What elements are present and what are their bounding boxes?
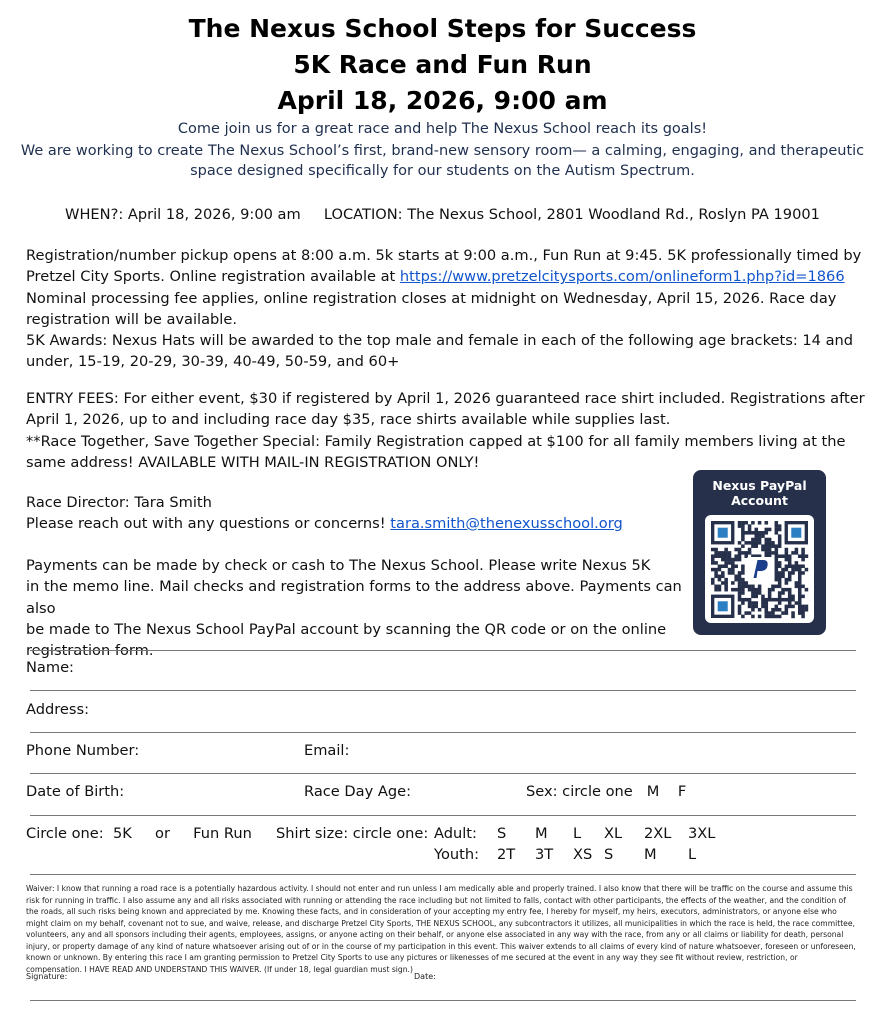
adult-size-2xl[interactable]: 2XL xyxy=(644,825,672,842)
intro-line-2: We are working to create The Nexus School’s first, brand-new sensory room— a calming, engaging, and therapeutic xyxy=(20,143,865,159)
shirt-size-label: Shirt size: circle one: xyxy=(276,825,429,842)
form-rule-name xyxy=(30,690,856,691)
adult-size-3xl[interactable]: 3XL xyxy=(688,825,716,842)
signature-label: Signature: xyxy=(26,972,68,981)
date-label: Date: xyxy=(414,972,436,981)
paypal-qr-card xyxy=(693,470,826,635)
event-choice[interactable]: Circle one: 5K or Fun Run xyxy=(26,825,252,842)
payments-line-3: be made to The Nexus School PayPal account by scanning the QR code or on the online xyxy=(26,620,667,638)
dob-label: Date of Birth: xyxy=(26,783,125,800)
event-title: The Nexus School Steps for Success xyxy=(188,14,697,43)
youth-size-s[interactable]: S xyxy=(604,846,614,863)
qr-code-graphic xyxy=(705,515,814,623)
when-location: WHEN?: April 18, 2026, 9:00 am LOCATION: The Nexus School, 2801 Woodland Rd., Roslyn PA 19001 xyxy=(65,206,820,223)
adult-label: Adult: xyxy=(434,825,477,842)
registration-info xyxy=(26,245,866,373)
intro-line-3: space designed specifically for our students on the Autism Spectrum. xyxy=(190,163,695,179)
registration-text: Registration/number pickup opens at 8:00 a.m. 5k starts at 9:00 a.m., Fun Run at 9:45. 5K professionally timed by Pretzel City Sports. Online registration available at xyxy=(26,247,862,286)
address-label: Address: xyxy=(26,701,90,718)
waiver-text: Waiver: I know that running a road race is a potentially hazardous activity. I should not enter and run unless I am medically able and properly trained. I also know that there will be traffic on the course and assume this risk for running in traffic. I also assume any and all risks associated with running or attending the race including but not limited to falls, contact with other participants, the effects of the weather, and the condition of the roads, all such risks being known and appreciated by me. Knowing these facts, and in consideration of your accepting my entry fee, I hereby for myself, my heirs, executors, administrators, or anyone else who might claim on my behalf, covenant not to sue, and waive, release, and discharge Pretzel City Sports, THE NEXUS SCHOOL, any subcontractors it utilizes, all municipalities in which the race is held, the race committee, volunteers, any and all sponsors including their agents, employees, assigns, or anyone acting on their behalf, or anyone else associated in any way with the race, from any or all claims or liability for death, personal injury, or property damage of any kind of nature whatsoever arising out of or in the course of my participation in this event. This waiver extends to all claims of every kind of nature whatsoever, foreseen or unforeseen, known or unknown. By entering this race I am granting permission to Pretzel City Sports to use any pictures or likenesses of me secured at the event in any way they see fit without review, restriction, or compensation. I HAVE READ AND UNDERSTAND THIS WAIVER. (If under 18, legal guardian must sign.) xyxy=(26,884,856,974)
youth-size-l[interactable]: L xyxy=(688,846,697,863)
qr-card-title xyxy=(693,478,826,508)
contact-line xyxy=(26,513,623,534)
payments-info xyxy=(26,555,696,661)
form-rule-phone xyxy=(30,773,856,774)
signature-rule xyxy=(30,1000,856,1001)
email-label: Email: xyxy=(304,742,350,759)
entry-fees-text: ENTRY FEES: For either event, $30 if registered by April 1, 2026 guaranteed race shirt included. Registrations after April 1, 2026, up to and including race day $35, race shirts available while supplies last. xyxy=(26,390,865,429)
race-director: Race Director: Tara Smith xyxy=(26,494,212,511)
event-subtitle: 5K Race and Fun Run xyxy=(293,50,592,79)
awards-text: 5K Awards: Nexus Hats will be awarded to the top male and female in each of the following age brackets: 14 and under, 15-19, 20-29, 30-39, 40-49, 50-59, and 60+ xyxy=(26,332,854,371)
youth-size-m[interactable]: M xyxy=(644,846,657,863)
form-rule-address xyxy=(30,732,856,733)
form-rule-dob xyxy=(30,815,856,816)
payments-line-1: Payments can be made by check or cash to The Nexus School. Please write Nexus 5K xyxy=(26,557,651,574)
registration-link[interactable]: https://www.pretzelcitysports.com/onlineform1.php?id=1866 xyxy=(399,268,845,286)
youth-size-3t[interactable]: 3T xyxy=(535,846,554,863)
phone-label: Phone Number: xyxy=(26,742,140,759)
name-label: Name: xyxy=(26,659,74,676)
intro-line-1: Come join us for a great race and help The Nexus School reach its goals! xyxy=(177,121,708,137)
qr-title-line-2: Account xyxy=(731,493,788,508)
contact-text: Please reach out with any questions or concerns! xyxy=(26,515,391,532)
youth-label: Youth: xyxy=(434,846,480,863)
youth-size-2t[interactable]: 2T xyxy=(497,846,516,863)
sex-choice[interactable]: Sex: circle one M F xyxy=(526,783,687,800)
event-date: April 18, 2026, 9:00 am xyxy=(277,86,608,115)
director-email-link[interactable]: tara.smith@thenexusschool.org xyxy=(390,515,623,532)
family-special-text: **Race Together, Save Together Special: Family Registration capped at $100 for all family members living at the same address! AVAILABLE WITH MAIL-IN REGISTRATION ONLY! xyxy=(26,432,846,471)
form-rule-shirts xyxy=(30,874,856,875)
race-day-age-label: Race Day Age: xyxy=(304,783,412,800)
processing-fee-text: Nominal processing fee applies, online registration closes at midnight on Wednesday, April 15, 2026. Race day registration will be available. xyxy=(26,289,837,328)
paypal-qr-code-icon[interactable] xyxy=(705,515,814,623)
payments-line-2: in the memo line. Mail checks and registration forms to the address above. Payments can also xyxy=(26,578,682,617)
qr-title-line-1: Nexus PayPal xyxy=(712,478,807,493)
entry-fees xyxy=(26,388,871,473)
adult-size-xl[interactable]: XL xyxy=(604,825,623,842)
payments-line-4: registration form. xyxy=(26,642,154,660)
adult-size-m[interactable]: M xyxy=(535,825,548,842)
adult-size-s[interactable]: S xyxy=(497,825,507,842)
youth-size-xs[interactable]: XS xyxy=(573,846,593,863)
form-rule-top xyxy=(30,650,856,651)
adult-size-l[interactable]: L xyxy=(573,825,582,842)
